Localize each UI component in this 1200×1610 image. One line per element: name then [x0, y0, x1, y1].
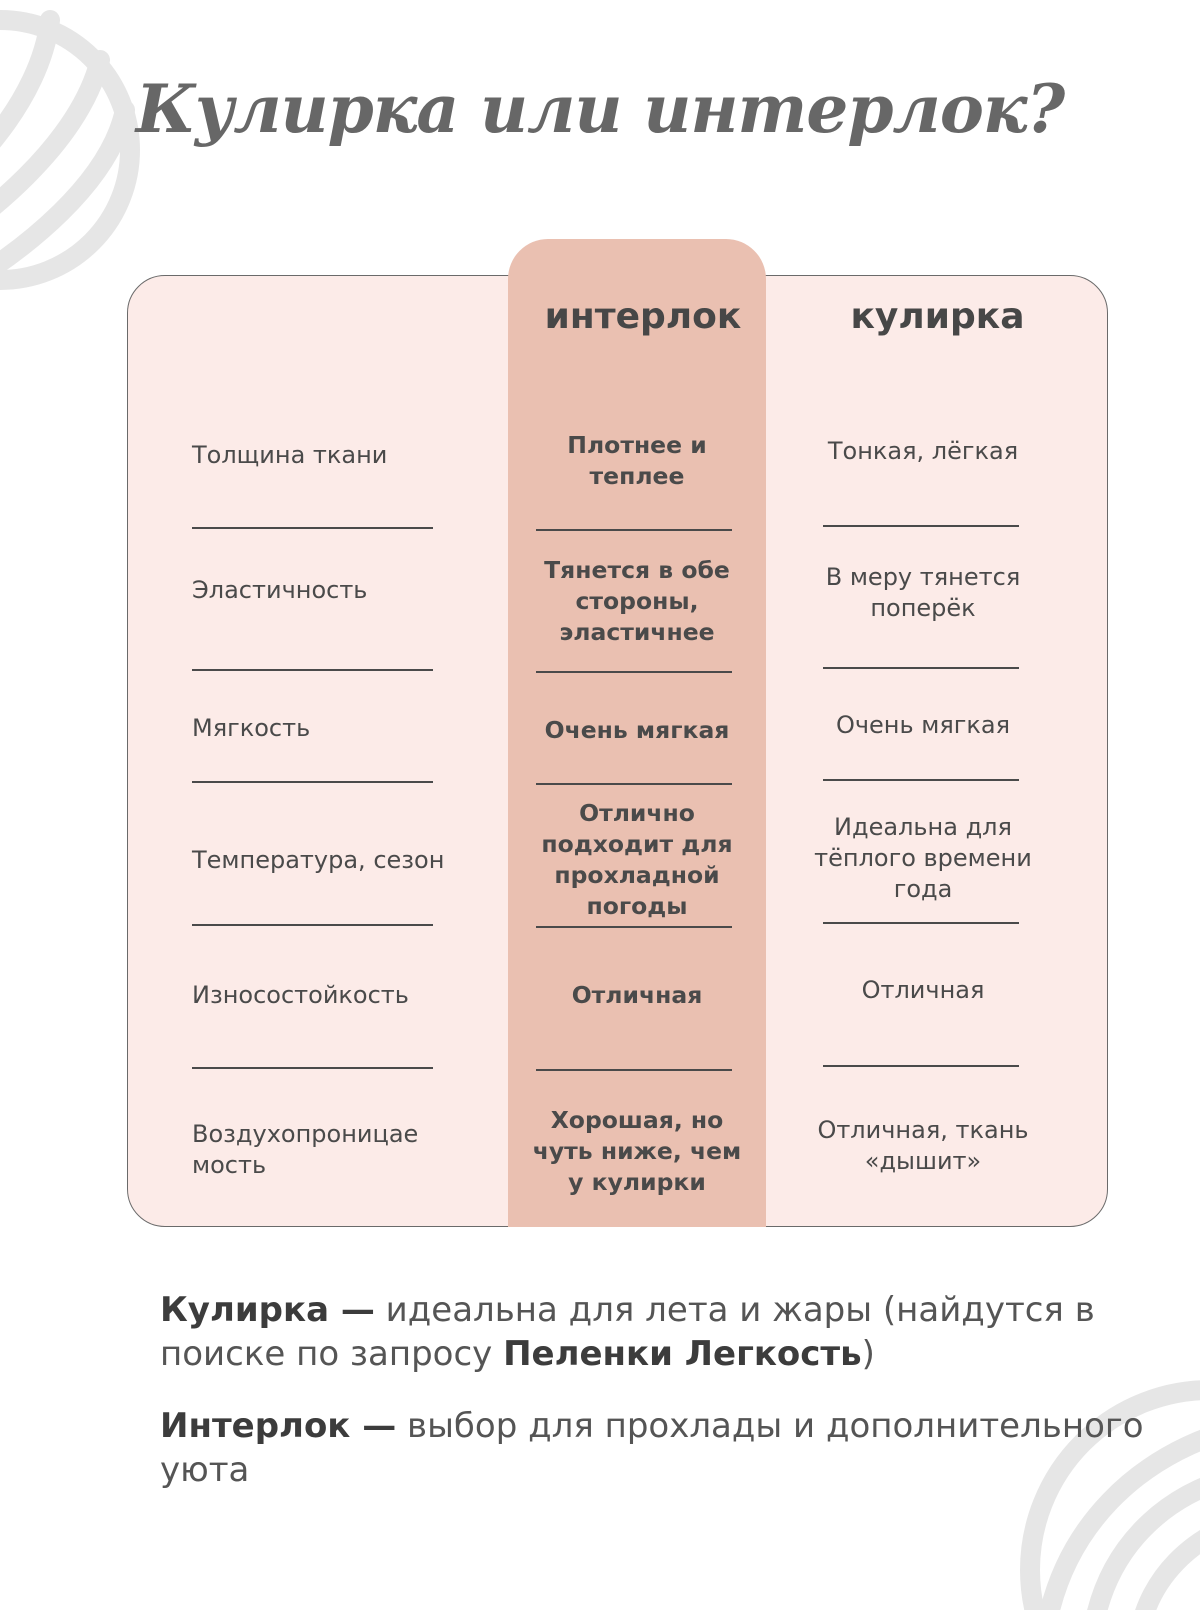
kulirka-cell: Очень мягкая: [835, 710, 1011, 739]
kulirka-cell: Отличная: [861, 975, 985, 1004]
column-header-interlock: интерлок: [544, 296, 742, 337]
kulirka-cell: В меру тянется поперёк: [825, 563, 1021, 622]
row-divider: [823, 922, 1019, 924]
interlock-cell: Отличная: [571, 980, 703, 1009]
page-title: Кулирка или интерлок?: [135, 70, 1065, 148]
row-divider: [823, 667, 1019, 669]
row-label: Износостойкость: [192, 980, 409, 1009]
row-divider: [536, 1069, 732, 1071]
yarn-ball-icon: [0, 0, 140, 320]
row-divider: [536, 783, 732, 785]
row-divider: [192, 527, 433, 529]
row-divider: [536, 529, 732, 531]
row-divider: [192, 781, 433, 783]
note-kulirka-end: ): [861, 1334, 875, 1374]
row-label: Толщина ткани: [192, 440, 388, 469]
row-divider: [536, 926, 732, 928]
interlock-cell: Хорошая, но чуть ниже, чем у кулирки: [532, 1105, 742, 1196]
interlock-cell: Очень мягкая: [544, 715, 730, 744]
row-divider: [823, 1065, 1019, 1067]
column-header-kulirka: кулирка: [850, 296, 1025, 337]
interlock-cell: Плотнее и теплее: [567, 431, 707, 490]
row-divider: [192, 1067, 433, 1069]
note-interlock-term: Интерлок —: [160, 1406, 397, 1446]
row-divider: [192, 669, 433, 671]
row-label: Температура, сезон: [192, 845, 445, 874]
kulirka-cell: Отличная, ткань «дышит»: [817, 1116, 1029, 1175]
kulirka-cell: Идеальна для тёплого времени года: [814, 812, 1032, 903]
row-label: Воздухопроницае мость: [192, 1120, 419, 1179]
note-kulirka: [160, 1288, 1150, 1376]
row-divider: [823, 525, 1019, 527]
row-label: Эластичность: [192, 575, 368, 604]
kulirka-cell: Тонкая, лёгкая: [827, 436, 1019, 465]
note-interlock-text: выбор для прохлады и дополнительного уюта: [160, 1406, 1144, 1490]
interlock-cell: Тянется в обе стороны, эластичнее: [544, 555, 730, 646]
row-divider: [536, 671, 732, 673]
note-kulirka-term: Кулирка —: [160, 1290, 375, 1330]
note-kulirka-query: Пеленки Легкость: [503, 1334, 862, 1374]
row-label: Мягкость: [192, 713, 311, 742]
note-kulirka-text: идеальна для лета и жары (найдутся в поиске по запросу: [160, 1290, 1095, 1374]
note-interlock: [160, 1404, 1150, 1492]
row-divider: [192, 924, 433, 926]
row-divider: [823, 779, 1019, 781]
interlock-cell: Отлично подходит для прохладной погоды: [541, 799, 733, 920]
